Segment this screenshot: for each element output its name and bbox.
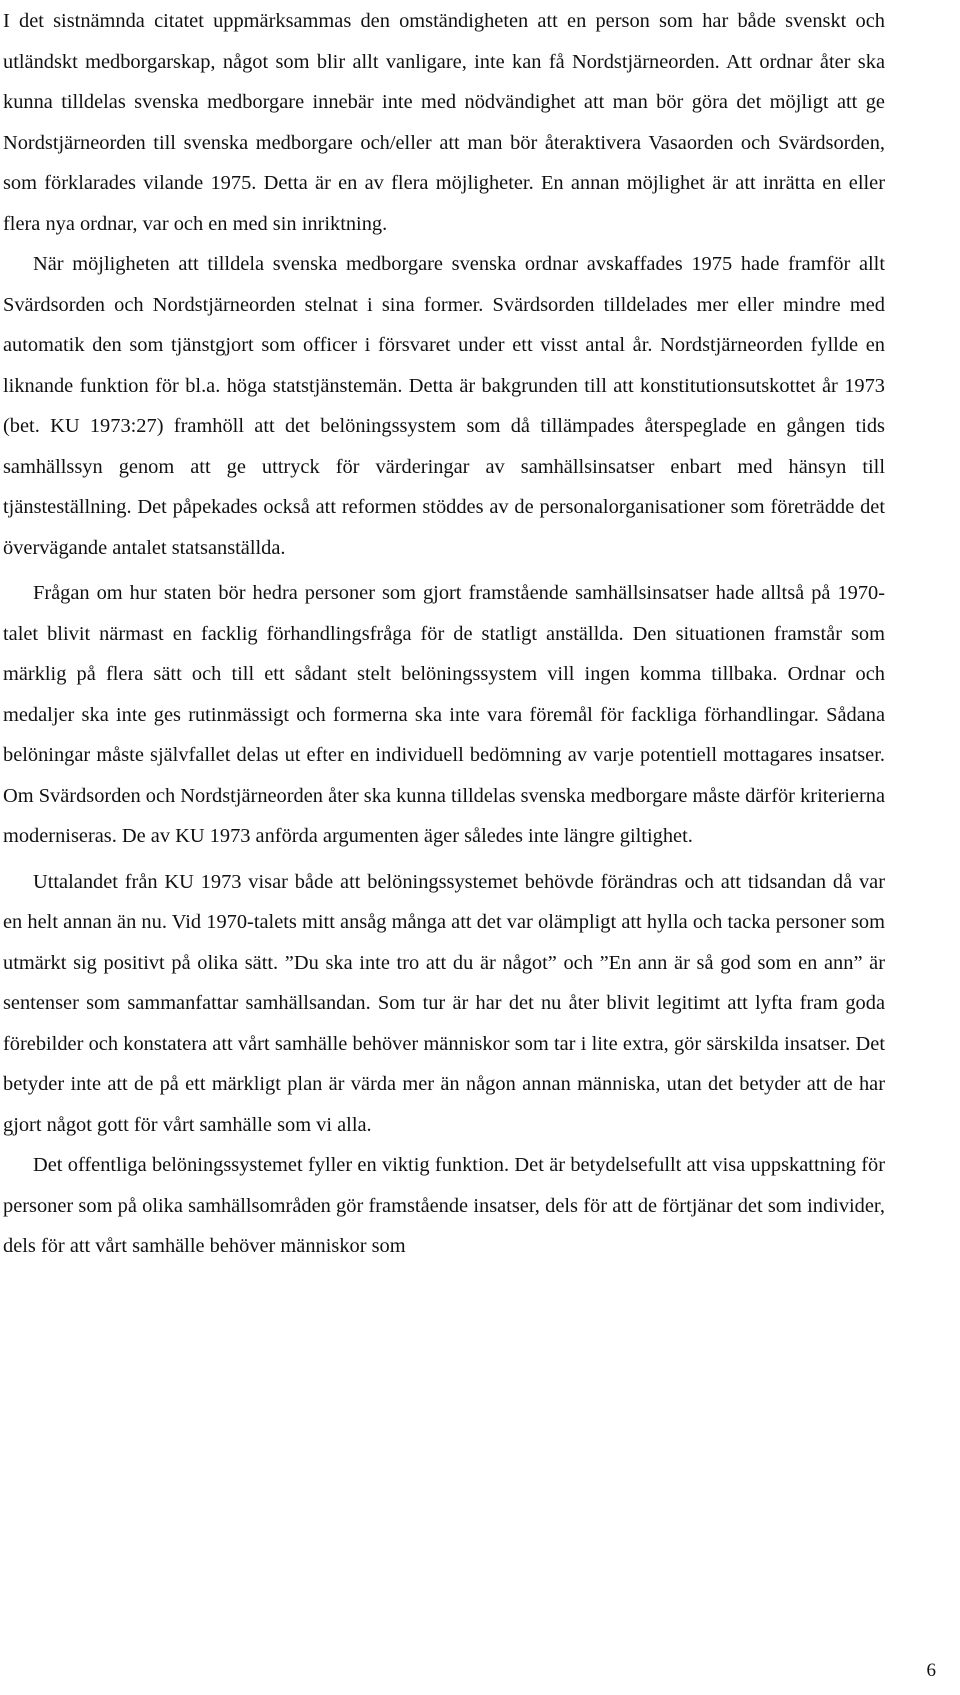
body-text [3, 1, 885, 1267]
paragraph: Frågan om hur staten bör hedra personer som gjort framstående samhällsinsatser hade alltså på 1970-talet blivit närmast en facklig förhandlingsfråga för de statligt anställda. Den situationen framstår som märklig på flera sätt och till ett sådant stelt belöningssystem vill ingen komma tillbaka. Ordnar och medaljer ska inte ges rutinmässigt och formerna ska inte vara föremål för fackliga förhandlingar. Sådana belöningar måste självfallet delas ut efter en individuell bedömning av varje potentiell mottagares insatser. Om Svärdsorden och Nordstjärneorden åter ska kunna tilldelas svenska medborgare måste därför kriterierna moderniseras. De av KU 1973 anförda argumenten äger således inte längre giltighet. [3, 582, 885, 847]
paragraph: I det sistnämnda citatet uppmärksammas den omständigheten att en person som har både svenskt och utländskt medborgarskap, något som blir allt vanligare, inte kan få Nordstjärneorden. Att ordnar åter ska kunna tilldelas svenska medborgare innebär inte med nödvändighet att man bör göra det möjligt att ge Nordstjärneorden till svenska medborgare och/eller att man bör återaktivera Vasaorden och Svärdsorden, som förklarades vilande 1975. Detta är en av flera möjligheter. En annan möjlighet är att inrätta en eller flera nya ordnar, var och en med sin inriktning. [3, 10, 885, 235]
paragraph: När möjligheten att tilldela svenska medborgare svenska ordnar avskaffades 1975 hade framför allt Svärdsorden och Nordstjärneorden stelnat i sina former. Svärdsorden tilldelades mer eller mindre med automatik den som tjänstgjort som officer i försvaret under ett visst antal år. Nordstjärneorden fyllde en liknande funktion för bl.a. höga statstjänstemän. Detta är bakgrunden till att konstitutionsutskottet år 1973 (bet. KU 1973:27) framhöll att det belöningssystem som då tillämpades återspeglade en gången tids samhällssyn genom att ge uttryck för värderingar av samhällsinsatser enbart med hänsyn till tjänsteställning. Det påpekades också att reformen stöddes av de personalorganisationer som företrädde det övervägande antalet statsanställda. [3, 253, 885, 559]
paragraph: Det offentliga belöningssystemet fyller en viktig funktion. Det är betydelsefullt att visa uppskattning för personer som på olika samhällsområden gör framstående insatser, dels för att de förtjänar det som individer, dels för att vårt samhälle behöver människor som [3, 1154, 885, 1257]
page-number: 6 [926, 1660, 936, 1681]
paragraph: Uttalandet från KU 1973 visar både att belöningssystemet behövde förändras och att tidsandan då var en helt annan än nu. Vid 1970-talets mitt ansåg många att det var olämpligt att hylla och tacka personer som utmärkt sig positivt på olika sätt. ”Du ska inte tro att du är något” och ”En ann är så god som en ann” är sentenser som sammanfattar samhällsandan. Som tur är har det nu åter blivit legitimt att lyfta fram goda förebilder och konstatera att vårt samhälle behöver människor som tar i lite extra, gör särskilda insatser. Det betyder inte att de på ett märkligt plan är värda mer än någon annan människa, utan det betyder att de har gjort något gott för vårt samhälle som vi alla. [3, 870, 885, 1136]
